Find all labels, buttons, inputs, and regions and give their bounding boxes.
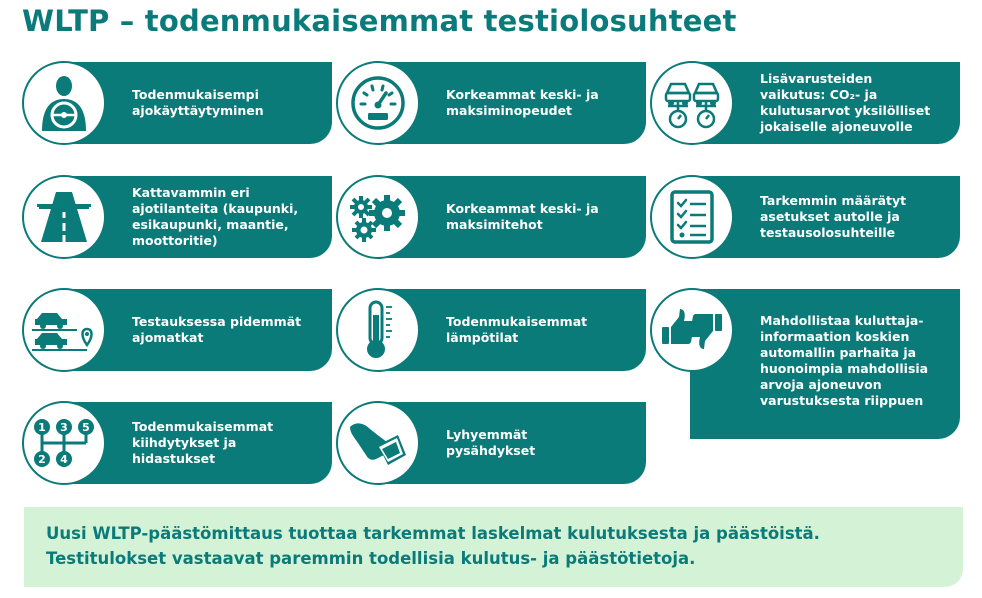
card-driving-behavior: [22, 62, 332, 144]
card-text: Lisävarusteiden vaikutus: CO₂- ja kulutusarvot yksilölliset jokaiselle ajoneuvolle: [760, 71, 931, 134]
driver-icon: [22, 61, 106, 145]
gear-number: 2: [38, 453, 46, 466]
summary-box: [24, 507, 963, 587]
card-text: Todenmukaisemmat lämpötilat: [446, 314, 588, 345]
summary-line-1: Uusi WLTP-päästömittaus tuottaa tarkemmat laskelmat kulutuksesta ja päästöistä.: [46, 524, 820, 543]
cars-scales-icon: [650, 61, 734, 145]
thumbs-up-down-icon: [650, 288, 734, 372]
checklist-icon: [650, 175, 734, 259]
gears-icon: [336, 175, 420, 259]
card-temperatures: [336, 289, 646, 371]
card-accessories: [650, 62, 960, 144]
speedometer-icon: [336, 61, 420, 145]
summary-line-2: Testitulokset vastaavat paremmin todellisia kulutus- ja päästötietoja.: [46, 549, 696, 568]
card-text: Kattavammin eri ajotilanteita (kaupunki, esikaupunki, maantie, moottoritie): [132, 185, 299, 248]
route-cars-icon: [22, 288, 106, 372]
card-text: Mahdollistaa kuluttaja- informaation koskien automallin parhaita ja huonoimpia mahdollisia arvoja ajoneuvon varustuksesta riippuen: [760, 313, 929, 408]
card-text: Todenmukaisemmat kiihdytykset ja hidastukset: [132, 419, 274, 466]
card-text: Todenmukaisempi ajokäyttäytyminen: [132, 87, 264, 118]
card-text: Lyhyemmät pysähdykset: [446, 427, 536, 458]
card-distances: [22, 289, 332, 371]
card-text: Korkeammat keski- ja maksimitehot: [446, 201, 599, 232]
card-text: Korkeammat keski- ja maksiminopeudet: [446, 87, 599, 118]
highway-icon: [22, 175, 106, 259]
gear-shift-icon: [22, 401, 106, 485]
card-speeds: [336, 62, 646, 144]
card-accelerations: [22, 402, 332, 484]
gear-number: 4: [60, 453, 68, 466]
card-text: Tarkemmin määrätyt asetukset autolle ja testausolosuhteille: [760, 193, 907, 240]
brake-pedal-icon: [336, 401, 420, 485]
card-consumer-info: [650, 289, 960, 439]
gear-number: 3: [60, 421, 68, 434]
card-power: [336, 176, 646, 258]
page-title: WLTP – todenmukaisemmat testiolosuhteet: [22, 4, 737, 38]
gear-number: 5: [82, 421, 90, 434]
card-settings: [650, 176, 960, 258]
gear-number: 1: [38, 421, 46, 434]
card-stops: [336, 402, 646, 484]
card-text: Testauksessa pidemmät ajomatkat: [132, 314, 302, 345]
thermometer-icon: [336, 288, 420, 372]
card-driving-situations: [22, 176, 332, 258]
